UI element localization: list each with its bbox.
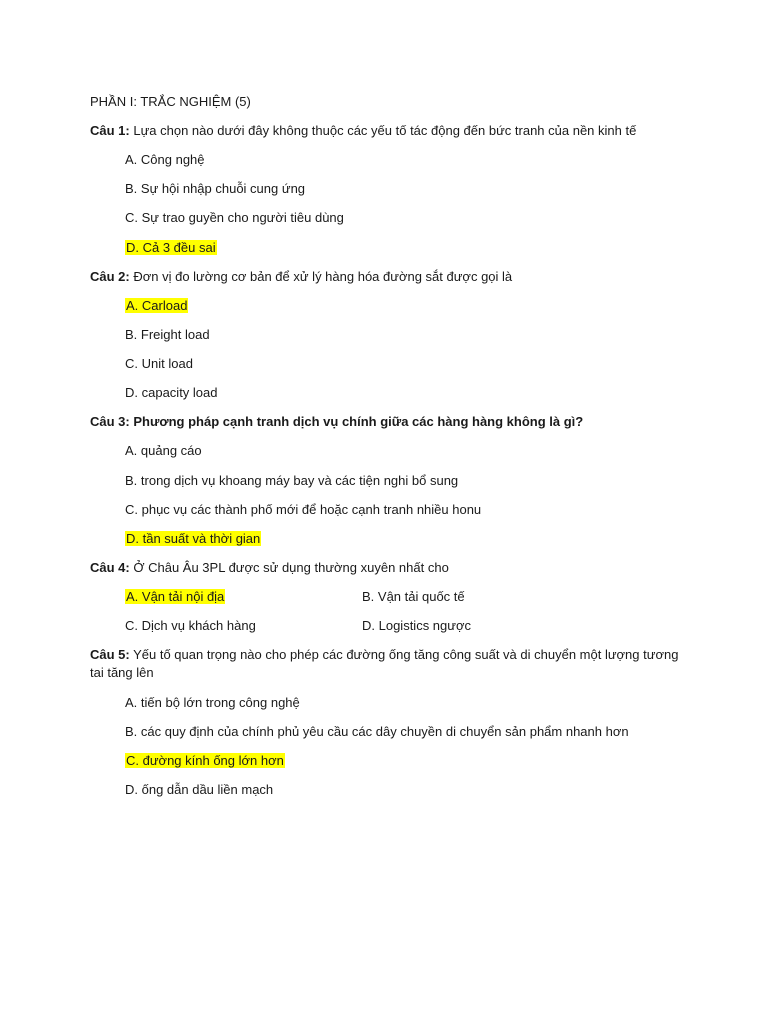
- question-label: Câu 4:: [90, 560, 130, 575]
- option: D. ống dẫn dầu liền mạch: [125, 782, 274, 797]
- option: B. Freight load: [125, 327, 210, 342]
- highlighted-answer: D. tần suất và thời gian: [126, 531, 261, 546]
- option: C. phục vụ các thành phố mới để hoặc cạnh tranh nhiều honu: [125, 502, 482, 517]
- question-text: Ở Châu Âu 3PL được sử dụng thường xuyên nhất cho: [129, 560, 449, 575]
- option: D. capacity load: [125, 385, 218, 400]
- question-label: Câu 1:: [90, 123, 130, 138]
- highlighted-answer: D. Cả 3 đều sai: [126, 240, 216, 255]
- highlighted-answer: A. Carload: [126, 298, 188, 313]
- question-text: Yếu tố quan trọng nào cho phép các đường ống tăng công suất và di chuyển một lượng tương tai tăng lên: [90, 647, 679, 680]
- option: B. Vận tải quốc tế: [362, 589, 465, 604]
- option: C. Unit load: [125, 356, 193, 371]
- option: A. quảng cáo: [125, 443, 202, 458]
- question-1: [90, 122, 636, 140]
- option: C. Sự trao guyền cho người tiêu dùng: [125, 210, 344, 225]
- highlighted-answer: C. đường kính ống lớn hơn: [126, 753, 284, 768]
- highlighted-answer: A. Vận tải nội địa: [126, 589, 225, 604]
- option: B. Sự hội nhập chuỗi cung ứng: [125, 181, 306, 196]
- question-text: Đơn vị đo lường cơ bản để xử lý hàng hóa đường sắt được gọi là: [129, 269, 513, 284]
- option: C. Dịch vụ khách hàng: [125, 618, 256, 633]
- question-4: [90, 559, 449, 577]
- question-text: Lựa chọn nào dưới đây không thuộc các yếu tố tác động đến bức tranh của nền kinh tế: [129, 123, 637, 138]
- question-label: Câu 5:: [90, 647, 130, 662]
- option: B. các quy định của chính phủ yêu cầu các dây chuyền di chuyển sản phẩm nhanh hơn: [125, 724, 629, 739]
- question-label: Câu 2:: [90, 269, 130, 284]
- section-title: PHẦN I: TRẮC NGHIỆM (5): [90, 94, 251, 109]
- option: B. trong dịch vụ khoang máy bay và các tiện nghi bổ sung: [125, 473, 459, 488]
- question-text: Phương pháp cạnh tranh dịch vụ chính giữa các hàng hàng không là gì?: [129, 414, 584, 429]
- question-5: [90, 646, 680, 682]
- question-label: Câu 3:: [90, 414, 130, 429]
- question-2: [90, 268, 512, 286]
- option: A. Công nghệ: [125, 152, 205, 167]
- option: A. tiến bộ lớn trong công nghệ: [125, 695, 300, 710]
- option: D. Logistics ngược: [362, 618, 471, 633]
- question-3: [90, 413, 583, 431]
